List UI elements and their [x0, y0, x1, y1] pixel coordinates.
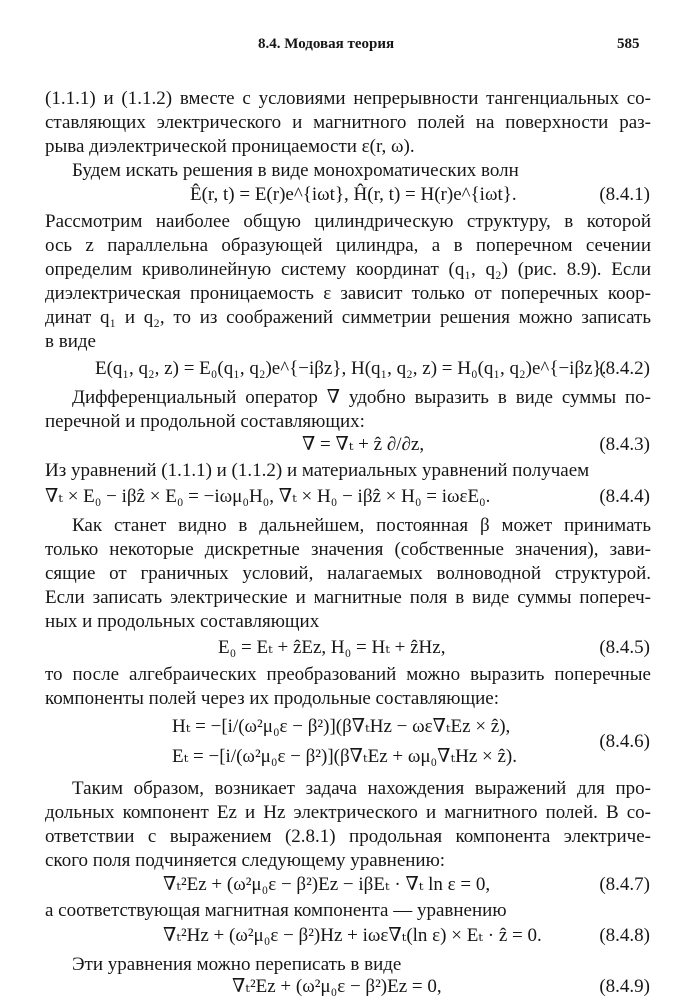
- text-line: компоненты полей через их продольные составляющие:: [45, 688, 500, 709]
- text-line: динат q₁ и q₂, то из соображений симметрии решения можно записать: [45, 307, 651, 328]
- equation-8-4-5: E₀ = Eₜ + ẑEz, H₀ = Hₜ + ẑHz,: [218, 637, 446, 658]
- equation-number: (8.4.9): [599, 976, 650, 997]
- text-line: ского поля подчиняется следующему уравнению:: [45, 850, 446, 871]
- text-line: в виде: [45, 331, 96, 352]
- equation-number: (8.4.2): [599, 358, 650, 379]
- text-line: (1.1.1) и (1.1.2) вместе с условиями непрерывности тангенциальных со-: [45, 88, 651, 109]
- text-line: перечной и продольной составляющих:: [45, 411, 365, 432]
- equation-8-4-4: ∇ₜ × E₀ − iβẑ × E₀ = −iωμ₀H₀, ∇ₜ × H₀ − iβẑ × H₀ = iωεE₀.: [45, 486, 491, 507]
- text-line: рыва диэлектрической проницаемости ε(r, ω).: [45, 136, 415, 157]
- equation-number: (8.4.3): [599, 434, 650, 455]
- equation-8-4-6-et: Eₜ = −[i/(ω²μ₀ε − β²)](β∇ₜEz + ωμ₀∇ₜHz × ẑ).: [172, 746, 518, 767]
- page-number: 585: [617, 36, 640, 52]
- text-line: Эти уравнения можно переписать в виде: [72, 954, 402, 975]
- text-line: Из уравнений (1.1.1) и (1.1.2) и материальных уравнений получаем: [45, 460, 590, 481]
- text-line: Дифференциальный оператор ∇ удобно выразить в виде суммы по-: [72, 387, 651, 408]
- text-line: ответствии с выражением (2.8.1) продольная компонента электриче-: [45, 826, 651, 847]
- text-line: диэлектрическая проницаемость ε зависит только от поперечных коор-: [45, 283, 651, 304]
- text-line: дольных компонент Ez и Hz электрического и магнитного полей. В со-: [45, 802, 651, 823]
- equation-8-4-7: ∇ₜ²Ez + (ω²μ₀ε − β²)Ez − iβEₜ · ∇ₜ ln ε = 0,: [163, 874, 491, 895]
- text-line: Если записать электрические и магнитные поля в виде суммы попереч-: [45, 587, 651, 608]
- equation-8-4-2: E(q₁, q₂, z) = E₀(q₁, q₂)e^{−iβz}, H(q₁, q₂, z) = H₀(q₁, q₂)e^{−iβz}.: [95, 358, 607, 379]
- text-line: Будем искать решения в виде монохроматических волн: [72, 160, 519, 181]
- text-line: то после алгебраических преобразований можно выразить поперечные: [45, 664, 651, 685]
- text-line: Таким образом, возникает задача нахождения выражений для про-: [72, 778, 651, 799]
- text-line: Как станет видно в дальнейшем, постоянная β может принимать: [72, 515, 651, 536]
- equation-number: (8.4.6): [599, 731, 650, 752]
- equation-8-4-6-ht: Hₜ = −[i/(ω²μ₀ε − β²)](β∇ₜHz − ωε∇ₜEz × ẑ),: [172, 716, 511, 737]
- equation-number: (8.4.1): [599, 184, 650, 205]
- text-line: ось z параллельна образующей цилиндра, а в поперечном сечении: [45, 235, 651, 256]
- text-line: сящие от граничных условий, налагаемых волноводной структурой.: [45, 563, 651, 584]
- equation-8-4-8: ∇ₜ²Hz + (ω²μ₀ε − β²)Hz + iωε∇ₜ(ln ε) × Eₜ · ẑ = 0.: [163, 925, 542, 946]
- equation-number: (8.4.8): [599, 925, 650, 946]
- text-line: ных и продольных составляющих: [45, 611, 320, 632]
- text-line: определим криволинейную систему координат (q₁, q₂) (рис. 8.9). Если: [45, 259, 651, 280]
- text-line: Рассмотрим наиболее общую цилиндрическую структуру, в которой: [45, 211, 651, 232]
- equation-8-4-9: ∇ₜ²Ez + (ω²μ₀ε − β²)Ez = 0,: [232, 976, 442, 997]
- text-line: ставляющих электрического и магнитного полей на поверхности раз-: [45, 112, 651, 133]
- equation-number: (8.4.7): [599, 874, 650, 895]
- text-line: а соответствующая магнитная компонента — уравнению: [45, 900, 507, 921]
- equation-8-4-3: ∇ = ∇ₜ + ẑ ∂/∂z,: [302, 434, 425, 455]
- running-header-title: 8.4. Модовая теория: [258, 36, 395, 52]
- text-line: только некоторые дискретные значения (собственные значения), зави-: [45, 539, 651, 560]
- equation-number: (8.4.5): [599, 637, 650, 658]
- equation-number: (8.4.4): [599, 486, 650, 507]
- equation-8-4-1: Ê(r, t) = E(r)e^{iωt}, Ĥ(r, t) = H(r)e^{iωt}.: [190, 184, 517, 205]
